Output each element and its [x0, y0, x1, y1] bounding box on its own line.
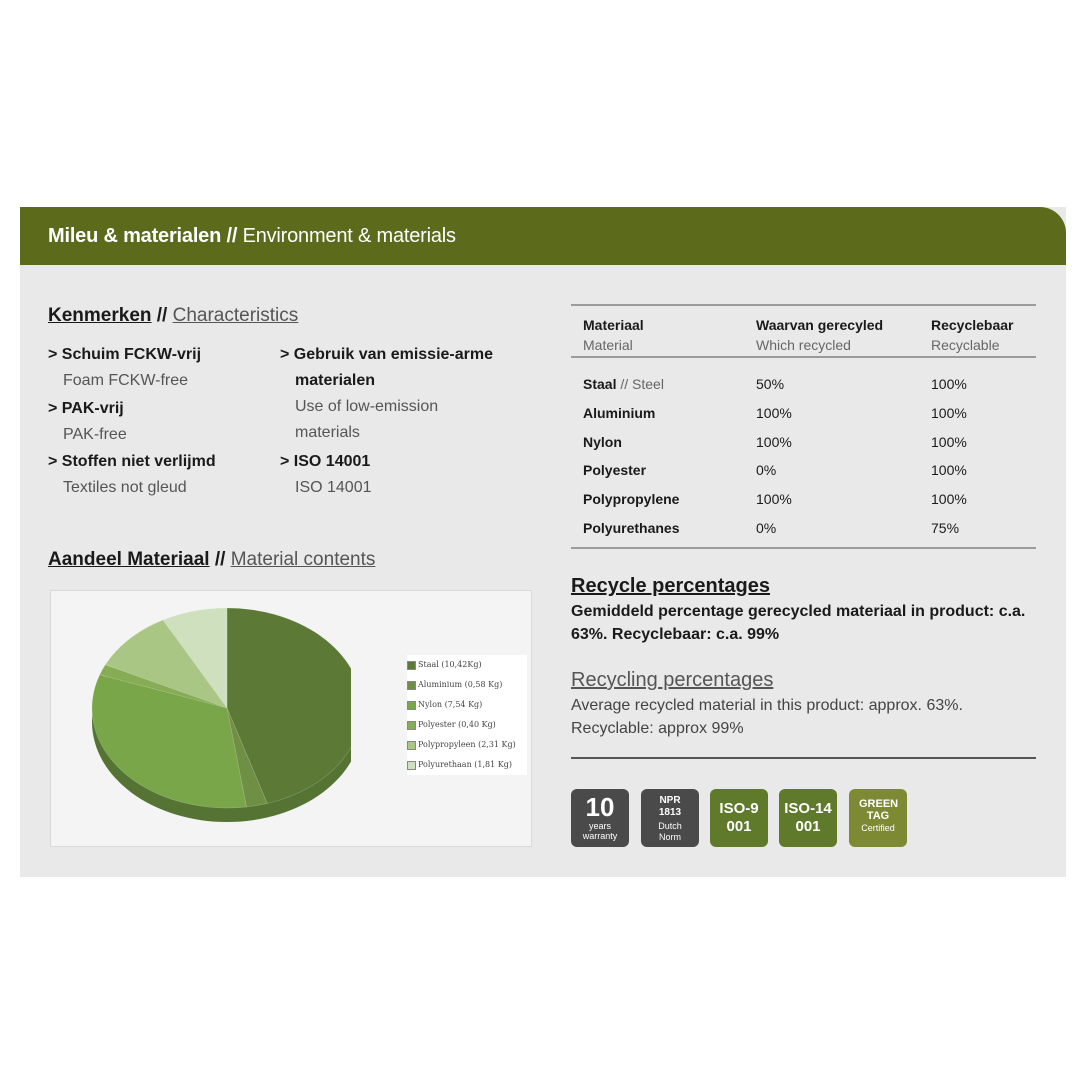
characteristics-title — [48, 305, 298, 327]
material-pie-chart — [50, 590, 532, 847]
badge-big-text: ISO-14001 — [784, 800, 832, 835]
table-header-rule — [571, 356, 1036, 358]
material-name-en: // Steel — [620, 376, 664, 392]
table-header-nl: Waarvan gerecyled — [756, 317, 884, 333]
legend-item — [407, 735, 527, 755]
table-cell-recycled: 0% — [756, 520, 777, 536]
table-header-material — [583, 315, 644, 355]
section-title — [48, 225, 456, 248]
npr-badge — [641, 789, 699, 847]
characteristic-label-nl: > ISO 14001 — [280, 453, 371, 470]
characteristic-label-nl: > Schuim FCKW-vrij — [48, 346, 202, 363]
environment-panel — [20, 207, 1066, 877]
table-cell-material: Aluminium — [583, 405, 656, 421]
characteristic-label-en: ISO 14001 — [295, 479, 372, 496]
green-tag-badge — [849, 789, 907, 847]
characteristic-item — [280, 342, 520, 446]
contents-title — [48, 549, 375, 571]
legend-item — [407, 695, 527, 715]
characteristic-item — [48, 449, 268, 501]
legend-item — [407, 715, 527, 735]
legend-swatch — [407, 661, 416, 670]
characteristic-label-nl: > PAK-vrij — [48, 400, 124, 417]
badge-big-text: 10 — [585, 792, 615, 822]
legend-label: Staal (10,42Kg) — [418, 660, 482, 669]
table-cell-recyclable: 100% — [931, 462, 967, 478]
section-header — [20, 207, 1066, 265]
characteristic-label-en: Use of low-emission materials — [295, 398, 439, 441]
characteristic-item — [48, 396, 268, 448]
table-cell-recyclable: 100% — [931, 491, 967, 507]
characteristic-item — [48, 342, 268, 394]
table-cell-recycled: 100% — [756, 405, 792, 421]
table-cell-recyclable: 100% — [931, 376, 967, 392]
table-cell-recyclable: 100% — [931, 405, 967, 421]
table-cell-recycled: 50% — [756, 376, 785, 392]
contents-title-separator: // — [214, 549, 226, 570]
table-cell-recyclable: 75% — [931, 520, 960, 536]
table-top-rule — [571, 304, 1036, 306]
recycle-title-en: Recycling percentages — [571, 669, 774, 691]
table-cell-recycled: 0% — [756, 462, 777, 478]
badge-big-text: ISO-9001 — [719, 800, 759, 835]
table-cell-material: Polypropylene — [583, 491, 680, 507]
recycle-title-nl: Recycle percentages — [571, 575, 771, 597]
badge-small-text: years warranty — [582, 821, 618, 841]
table-cell-material: Nylon — [583, 434, 622, 450]
table-header-recycled — [756, 315, 883, 355]
legend-swatch — [407, 721, 416, 730]
characteristic-label-en: PAK-free — [63, 426, 127, 443]
legend-swatch — [407, 741, 416, 750]
characteristics-title-en: Characteristics — [172, 305, 299, 326]
table-cell-recycled: 100% — [756, 491, 792, 507]
characteristic-label-en: Foam FCKW-free — [63, 372, 189, 389]
legend-swatch — [407, 761, 416, 770]
characteristic-label-nl: > Gebruik van emissie-arme materialen — [280, 346, 493, 389]
table-cell-recycled: 100% — [756, 434, 792, 450]
divider — [571, 757, 1036, 759]
characteristics-title-nl: Kenmerken — [48, 305, 152, 326]
badge-small-text: Certified — [861, 823, 895, 833]
characteristics-title-separator: // — [156, 305, 168, 326]
iso-14001-badge — [779, 789, 837, 847]
material-name: Staal — [583, 376, 617, 392]
characteristic-item — [280, 449, 520, 501]
section-title-en: Environment & materials — [242, 225, 456, 247]
legend-item — [407, 655, 527, 675]
table-cell-recyclable: 100% — [931, 434, 967, 450]
characteristic-label-nl: > Stoffen niet verlijmd — [48, 453, 216, 470]
table-header-en: Recyclable — [931, 337, 1000, 353]
chart-legend — [407, 655, 527, 775]
contents-title-en: Material contents — [230, 549, 376, 570]
table-header-en: Which recycled — [756, 337, 851, 353]
table-cell-material — [583, 376, 664, 392]
legend-label: Polypropyleen (2,31 Kg) — [418, 740, 516, 749]
table-header-en: Material — [583, 337, 633, 353]
table-header-nl: Materiaal — [583, 317, 644, 333]
table-cell-material: Polyurethanes — [583, 520, 680, 536]
legend-item — [407, 755, 527, 775]
section-title-nl: Mileu & materialen // — [48, 225, 238, 247]
legend-swatch — [407, 701, 416, 710]
contents-title-nl: Aandeel Materiaal — [48, 549, 210, 570]
characteristic-label-en: Textiles not gleud — [63, 479, 187, 496]
recycle-text-en: Average recycled material in this product: approx. 63%. Recyclable: approx 99% — [571, 697, 963, 737]
legend-label: Nylon (7,54 Kg) — [418, 700, 483, 709]
table-cell-material: Polyester — [583, 462, 647, 478]
badge-big-text: GREEN TAG — [859, 798, 899, 822]
table-header-nl: Recyclebaar — [931, 317, 1014, 333]
table-bottom-rule — [571, 547, 1036, 549]
recycle-text-nl: Gemiddeld percentage gerecycled materiaal in product: c.a. 63%. Recyclebaar: c.a. 99% — [571, 603, 1026, 643]
legend-swatch — [407, 681, 416, 690]
iso-9001-badge — [710, 789, 768, 847]
badge-big-text: NPR 1813 — [658, 795, 682, 818]
legend-label: Aluminium (0,58 Kg) — [418, 680, 503, 689]
legend-item — [407, 675, 527, 695]
pie-chart-svg — [51, 591, 351, 846]
warranty-badge — [571, 789, 629, 847]
table-header-recyclable — [931, 315, 1014, 355]
legend-label: Polyurethaan (1,81 Kg) — [418, 760, 512, 769]
legend-label: Polyester (0,40 Kg) — [418, 720, 496, 729]
badge-small-text: Dutch Norm — [658, 821, 682, 842]
